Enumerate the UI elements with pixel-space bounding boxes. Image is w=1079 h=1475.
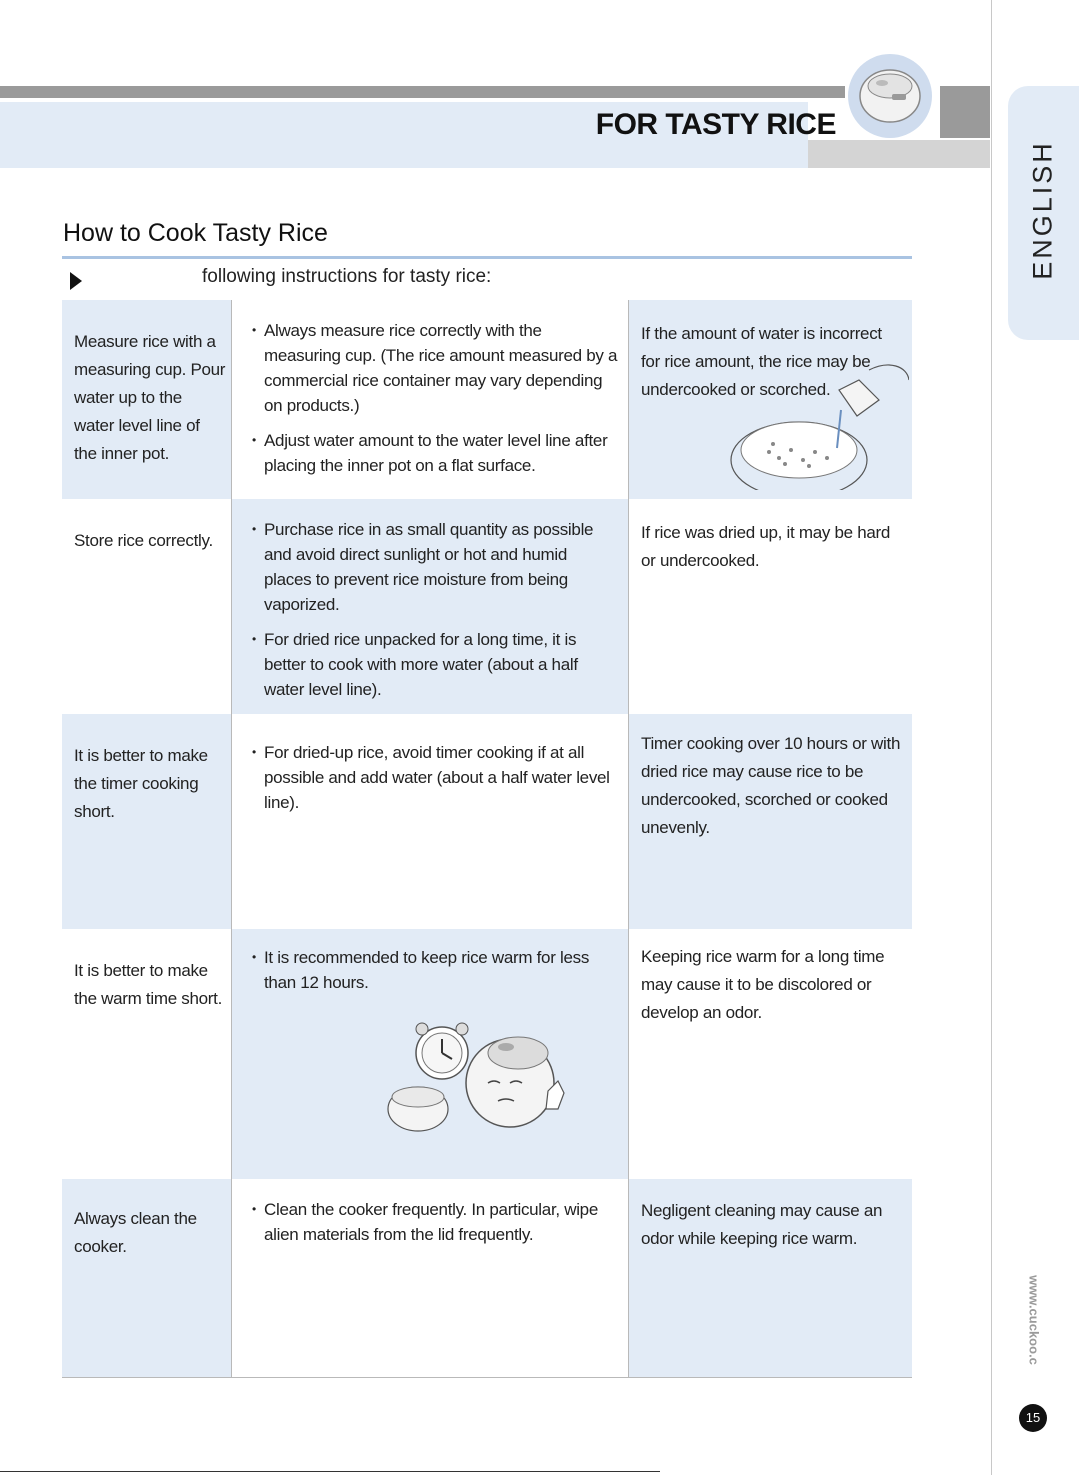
page-title: FOR TASTY RICE bbox=[595, 108, 836, 141]
note-text: Timer cooking over 10 hours or with dried rice may cause rice to be undercooked, scorched or cooked unevenly. bbox=[641, 734, 901, 837]
topic-text: Store rice correctly. bbox=[74, 531, 213, 550]
bullet-item: • Clean the cooker frequently. In particular, wipe alien materials from the lid frequently. bbox=[254, 1197, 609, 1247]
rice-cooker-icon bbox=[842, 50, 938, 140]
intro-text: following instructions for tasty rice: bbox=[202, 266, 492, 287]
table-row bbox=[62, 300, 912, 500]
row-instructions bbox=[232, 714, 629, 929]
topic-text: It is better to make the warm time short. bbox=[74, 961, 222, 1008]
language-label: ENGLISH bbox=[1027, 140, 1058, 280]
page-number: 15 bbox=[1019, 1404, 1047, 1432]
row-topic bbox=[62, 929, 232, 1179]
header-gray-bar bbox=[0, 86, 845, 98]
bullet-item: • It is recommended to keep rice warm for less than 12 hours. bbox=[254, 945, 618, 995]
row-note bbox=[629, 499, 912, 714]
footer-rule bbox=[0, 1471, 660, 1472]
topic-text: It is better to make the timer cooking short. bbox=[74, 746, 208, 821]
note-text: If rice was dried up, it may be hard or undercooked. bbox=[641, 523, 891, 570]
table-row bbox=[62, 1179, 912, 1378]
play-arrow-icon bbox=[70, 272, 82, 290]
title-band-gray bbox=[808, 140, 990, 168]
bullet-item: • For dried rice unpacked for a long time, it is better to cook with more water (about a half water level line). bbox=[254, 627, 618, 702]
row-topic bbox=[62, 1179, 232, 1377]
note-text: Keeping rice warm for a long time may cause it to be discolored or develop an odor. bbox=[641, 947, 885, 1022]
cooker-and-clock-illustration bbox=[382, 1017, 582, 1137]
table-row bbox=[62, 929, 912, 1180]
row-note bbox=[629, 1179, 912, 1377]
section-rule bbox=[62, 256, 912, 259]
right-margin-divider bbox=[991, 0, 992, 1475]
row-instructions bbox=[232, 929, 629, 1179]
row-topic bbox=[62, 499, 232, 714]
row-note bbox=[629, 929, 912, 1179]
row-note bbox=[629, 714, 912, 929]
topic-text: Measure rice with a measuring cup. Pour water up to the water level line of the inner pot. bbox=[74, 332, 226, 463]
bullet-item: • Always measure rice correctly with the measuring cup. (The rice amount measured by a commercial rice container may vary depending on products.) bbox=[254, 318, 618, 418]
row-instructions bbox=[232, 300, 629, 499]
table-row bbox=[62, 499, 912, 715]
note-text: If the amount of water is incorrect for rice amount, the rice may be undercooked or scorched. bbox=[641, 324, 882, 399]
bullet-item: • Adjust water amount to the water level line after placing the inner pot on a flat surface. bbox=[254, 428, 618, 478]
row-instructions bbox=[232, 499, 629, 714]
header-gray-block bbox=[940, 86, 990, 138]
row-note bbox=[629, 300, 912, 499]
row-instructions bbox=[232, 1179, 629, 1377]
topic-text: Always clean the cooker. bbox=[74, 1209, 197, 1256]
bullet-item: • For dried-up rice, avoid timer cooking if at all possible and add water (about a half water level line). bbox=[254, 740, 618, 815]
bullet-item: • Purchase rice in as small quantity as possible and avoid direct sunlight or hot and humid places to prevent rice moisture from being vaporized. bbox=[254, 517, 618, 617]
website-label: www.cuckoo.c bbox=[1026, 1275, 1042, 1365]
section-title: How to Cook Tasty Rice bbox=[63, 219, 328, 247]
water-pouring-illustration bbox=[729, 360, 909, 490]
table-row bbox=[62, 714, 912, 930]
row-topic bbox=[62, 714, 232, 929]
note-text: Negligent cleaning may cause an odor while keeping rice warm. bbox=[641, 1201, 883, 1248]
row-topic bbox=[62, 300, 232, 499]
